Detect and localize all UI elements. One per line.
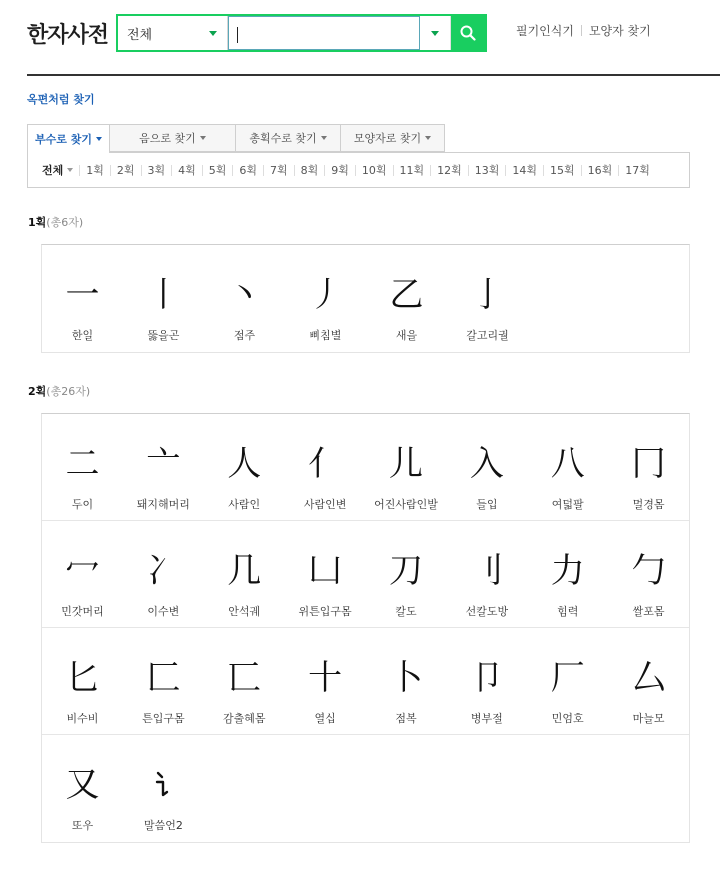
radical-char: 八 — [550, 444, 585, 484]
radical-item[interactable] — [123, 245, 204, 352]
chevron-down-icon — [96, 137, 102, 141]
radical-name: 열십 — [314, 712, 336, 725]
radical-char: 冫 — [146, 551, 181, 591]
group-stroke: 2획 — [28, 385, 47, 398]
site-logo[interactable]: 한자사전 — [27, 23, 109, 48]
radical-name: 점복 — [395, 712, 417, 725]
text-cursor — [237, 27, 238, 43]
radical-name: 멀경몸 — [632, 498, 665, 511]
radical-name: 여덟팔 — [551, 498, 584, 511]
radical-name: 마늘모 — [632, 712, 665, 725]
radical-char: 卩 — [469, 658, 504, 698]
radical-name: 돼지해머리 — [136, 498, 190, 511]
stroke-filter-bar — [27, 152, 690, 188]
radical-grid-2 — [41, 413, 690, 843]
stroke-filter-2[interactable]: 2획 — [110, 165, 141, 176]
radical-item[interactable] — [42, 521, 123, 628]
radical-char: 人 — [227, 444, 262, 484]
group-count: (총26자) — [46, 385, 91, 398]
handwriting-link[interactable]: 필기인식기 — [516, 24, 574, 38]
radical-item[interactable] — [204, 521, 285, 628]
shape-search-link[interactable]: 모양자 찾기 — [588, 24, 651, 38]
speech-radical-glyph — [151, 770, 177, 800]
radical-name: 튼입구몸 — [142, 712, 185, 725]
radical-char: 丿 — [308, 275, 343, 315]
radical-item[interactable] — [446, 628, 527, 735]
radical-char: 丨 — [146, 275, 181, 315]
stroke-filter-16[interactable]: 16획 — [581, 165, 619, 176]
stroke-filter-13[interactable]: 13획 — [468, 165, 506, 176]
radical-item[interactable] — [204, 414, 285, 521]
radical-name: 두이 — [71, 498, 94, 511]
radical-item[interactable] — [446, 414, 527, 521]
tab-label: 모양자로 찾기 — [353, 132, 422, 145]
divider — [581, 25, 582, 36]
radical-char: 丶 — [227, 275, 262, 315]
tab-pronunciation[interactable] — [110, 124, 236, 152]
radical-char: 勹 — [631, 551, 666, 591]
stroke-filter-17[interactable]: 17획 — [618, 165, 656, 176]
radical-item[interactable] — [285, 628, 366, 735]
search-tabs — [27, 124, 445, 152]
radical-name: 들입 — [476, 498, 498, 511]
radical-char: 儿 — [389, 444, 423, 484]
radical-item[interactable] — [42, 414, 123, 521]
radical-item[interactable] — [527, 521, 608, 628]
radical-char: 十 — [308, 658, 343, 698]
radical-item[interactable] — [608, 628, 689, 735]
stroke-filter-14[interactable]: 14획 — [505, 165, 543, 176]
radical-item[interactable] — [42, 735, 123, 842]
radical-item[interactable] — [123, 521, 204, 628]
radical-item[interactable] — [366, 521, 447, 628]
tab-radical[interactable] — [27, 124, 110, 153]
tab-total-strokes[interactable] — [236, 124, 341, 152]
radical-item[interactable] — [608, 414, 689, 521]
stroke-filter-6[interactable]: 6획 — [232, 165, 263, 176]
okpyeon-title: 옥편처럼 찾기 — [27, 93, 95, 106]
header-links — [516, 22, 651, 39]
search-icon — [460, 25, 476, 41]
radical-name: 사람인변 — [303, 498, 347, 511]
radical-item[interactable] — [527, 414, 608, 521]
chevron-down-icon — [209, 31, 217, 36]
search-scope-select[interactable] — [118, 16, 228, 50]
radical-char: 一 — [65, 275, 100, 315]
radical-char: 入 — [469, 444, 504, 484]
stroke-filter-1[interactable]: 1획 — [79, 165, 110, 176]
radical-char: 亻 — [308, 444, 343, 484]
radical-item[interactable] — [42, 628, 123, 735]
autocomplete-toggle[interactable] — [420, 16, 451, 50]
group-title-1 — [28, 214, 83, 230]
group-title-2 — [28, 383, 90, 399]
stroke-filter-7[interactable]: 7획 — [263, 165, 294, 176]
radical-name: 또우 — [71, 819, 94, 832]
radical-item[interactable] — [285, 414, 366, 521]
radical-name: 선칼도방 — [465, 605, 509, 618]
radical-char: 二 — [65, 444, 100, 484]
radical-char: 亠 — [146, 444, 181, 484]
stroke-filter-10[interactable]: 10획 — [355, 165, 393, 176]
tab-label: 부수로 찾기 — [35, 133, 92, 146]
radical-row — [42, 735, 689, 842]
stroke-filter-5[interactable]: 5획 — [202, 165, 233, 176]
radical-item[interactable] — [366, 628, 447, 735]
radical-name: 삐침별 — [309, 329, 342, 342]
radical-item[interactable] — [123, 414, 204, 521]
radical-char: 匚 — [146, 658, 181, 698]
radical-item[interactable] — [204, 628, 285, 735]
radical-row — [42, 414, 689, 521]
stroke-filter-8[interactable]: 8획 — [294, 165, 325, 176]
stroke-filter-9[interactable]: 9획 — [324, 165, 355, 176]
stroke-all-filter[interactable] — [42, 162, 73, 178]
radical-char: 厂 — [550, 658, 585, 698]
chevron-down-icon — [67, 168, 73, 172]
search-scope-value: 전체 — [127, 27, 153, 43]
tab-label: 총획수로 찾기 — [249, 132, 317, 145]
radical-char: 厶 — [631, 658, 666, 698]
radical-name: 비수비 — [66, 712, 99, 725]
radical-name: 어진사람인발 — [374, 498, 438, 511]
radical-item[interactable] — [447, 245, 528, 352]
radical-name: 안석궤 — [228, 605, 261, 618]
radical-item[interactable] — [366, 414, 447, 521]
radical-char: 力 — [550, 551, 585, 591]
search-input[interactable] — [228, 16, 420, 50]
stroke-filter-15[interactable]: 15획 — [543, 165, 581, 176]
radical-name: 민엄호 — [551, 712, 584, 725]
radical-char: 匸 — [227, 658, 262, 698]
radical-char: 凵 — [308, 551, 343, 591]
radical-row — [42, 521, 689, 628]
radical-name: 힘력 — [557, 605, 579, 618]
radical-name: 민갓머리 — [61, 605, 104, 618]
radical-row — [42, 628, 689, 735]
stroke-filter-11[interactable]: 11획 — [393, 165, 431, 176]
tab-shape[interactable] — [341, 124, 445, 152]
radical-char: 几 — [227, 551, 262, 591]
radical-char: 刀 — [389, 551, 423, 591]
radical-char: 匕 — [65, 658, 100, 698]
radical-name: 사람인 — [228, 498, 261, 511]
radical-name: 점주 — [233, 329, 256, 342]
chevron-down-icon — [425, 136, 431, 140]
radical-name: 말씀언2 — [144, 819, 183, 832]
radical-name: 새을 — [395, 329, 418, 342]
header-divider — [27, 74, 720, 76]
radical-item[interactable] — [285, 521, 366, 628]
radical-name: 병부절 — [470, 712, 503, 725]
stroke-filter-4[interactable]: 4획 — [171, 165, 202, 176]
stroke-all-label: 전체 — [42, 164, 64, 177]
radical-char: 冂 — [631, 444, 666, 484]
radical-char: 乙 — [389, 275, 424, 315]
radical-name: 한일 — [71, 329, 94, 342]
search-button[interactable] — [451, 16, 485, 50]
chevron-down-icon — [431, 31, 439, 36]
radical-char — [123, 765, 204, 800]
search-bar — [116, 14, 487, 52]
radical-char: 冖 — [65, 551, 100, 591]
radical-grid-1 — [41, 244, 690, 353]
stroke-filter-12[interactable]: 12획 — [430, 165, 468, 176]
radical-item[interactable] — [446, 521, 527, 628]
radical-item[interactable] — [204, 245, 285, 352]
stroke-filter-3[interactable]: 3획 — [141, 165, 172, 176]
radical-name: 뚫을곤 — [147, 329, 180, 342]
radical-char: 卜 — [389, 658, 423, 698]
radical-item[interactable] — [527, 628, 608, 735]
radical-item[interactable] — [123, 628, 204, 735]
radical-item[interactable] — [42, 245, 123, 352]
radical-name: 쌀포몸 — [632, 605, 665, 618]
radical-item[interactable] — [123, 735, 204, 842]
radical-char: 亅 — [470, 275, 505, 315]
radical-item[interactable] — [285, 245, 366, 352]
radical-name: 갈고리궐 — [466, 329, 509, 342]
radical-item[interactable] — [366, 245, 447, 352]
radical-item[interactable] — [608, 521, 689, 628]
group-count: (총6자) — [46, 216, 84, 229]
radical-row — [42, 245, 689, 352]
tab-label: 음으로 찾기 — [139, 132, 196, 145]
radical-name: 이수변 — [147, 605, 180, 618]
radical-name: 감출혜몸 — [222, 712, 266, 725]
chevron-down-icon — [200, 136, 206, 140]
radical-name: 칼도 — [395, 605, 417, 618]
radical-char: 刂 — [469, 551, 504, 591]
group-stroke: 1획 — [28, 216, 47, 229]
radical-name: 위튼입구몸 — [298, 605, 352, 618]
chevron-down-icon — [321, 136, 327, 140]
radical-char: 又 — [65, 765, 100, 805]
